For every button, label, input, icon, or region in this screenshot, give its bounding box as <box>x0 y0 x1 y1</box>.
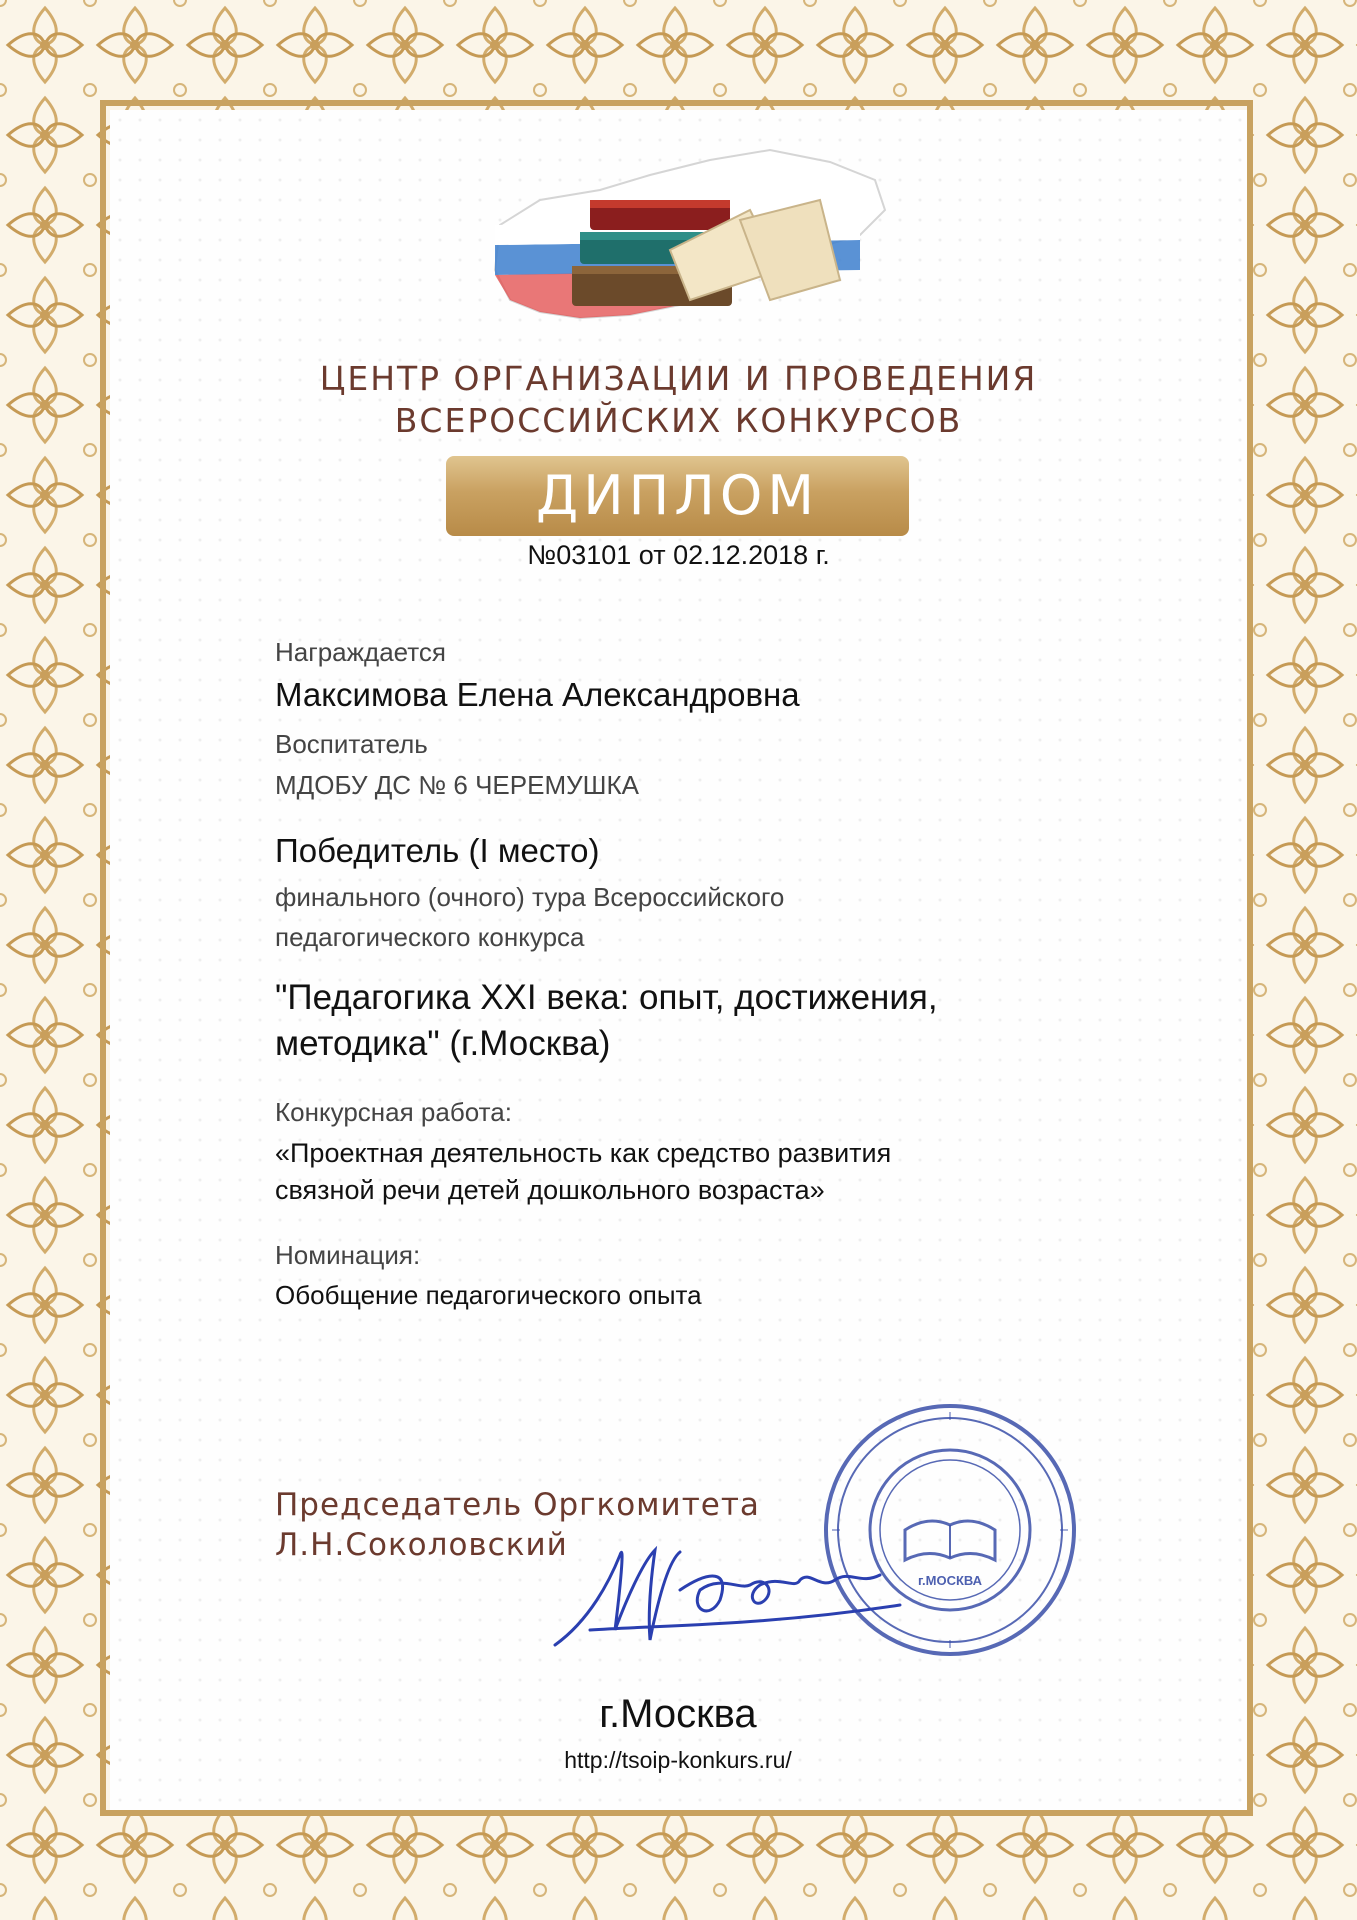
contest-line-1: "Педагогика XXI века: опыт, достижения, <box>275 978 938 1017</box>
stage-line-2: педагогического конкурса <box>275 922 585 952</box>
footer-city: г.Москва <box>599 1692 757 1736</box>
org-line-2: ВСЕРОССИЙСКИХ КОНКУРСОВ <box>394 401 963 440</box>
contest-line-2: методика" (г.Москва) <box>275 1024 611 1063</box>
work-title <box>275 1135 891 1209</box>
contest-title <box>275 975 938 1067</box>
signer-title: Председатель Оргкомитета <box>275 1487 760 1523</box>
diploma-title: ДИПЛОМ <box>536 464 819 527</box>
award-place: Победитель (I место) <box>275 832 600 869</box>
work-line-1: «Проектная деятельность как средство развития <box>275 1138 892 1168</box>
stage-line-1: финального (очного) тура Всероссийского <box>275 882 785 912</box>
recipient-institution: МДОБУ ДС № 6 ЧЕРЕМУШКА <box>275 770 639 800</box>
stamp-city: г.МОСКВА <box>917 1573 983 1588</box>
work-line-2: связной речи детей дошкольного возраста» <box>275 1175 825 1205</box>
awarded-label: Награждается <box>275 637 446 667</box>
nomination-label: Номинация: <box>275 1240 421 1270</box>
nomination-value: Обобщение педагогического опыта <box>275 1280 702 1310</box>
recipient-position: Воспитатель <box>275 729 428 759</box>
organization-name <box>300 358 1057 442</box>
recipient-name: Максимова Елена Александровна <box>275 676 800 713</box>
work-label: Конкурсная работа: <box>275 1097 512 1127</box>
footer-url[interactable]: http://tsoip-konkurs.ru/ <box>564 1747 792 1773</box>
signer-name: Л.Н.Соколовский <box>275 1527 568 1563</box>
diploma-number: №03101 от 02.12.2018 г. <box>527 540 830 570</box>
diploma-title-plate <box>446 456 909 536</box>
signature <box>550 1530 910 1660</box>
org-line-1: ЦЕНТР ОРГАНИЗАЦИИ И ПРОВЕДЕНИЯ <box>319 359 1038 398</box>
books-map-logo <box>480 140 900 340</box>
